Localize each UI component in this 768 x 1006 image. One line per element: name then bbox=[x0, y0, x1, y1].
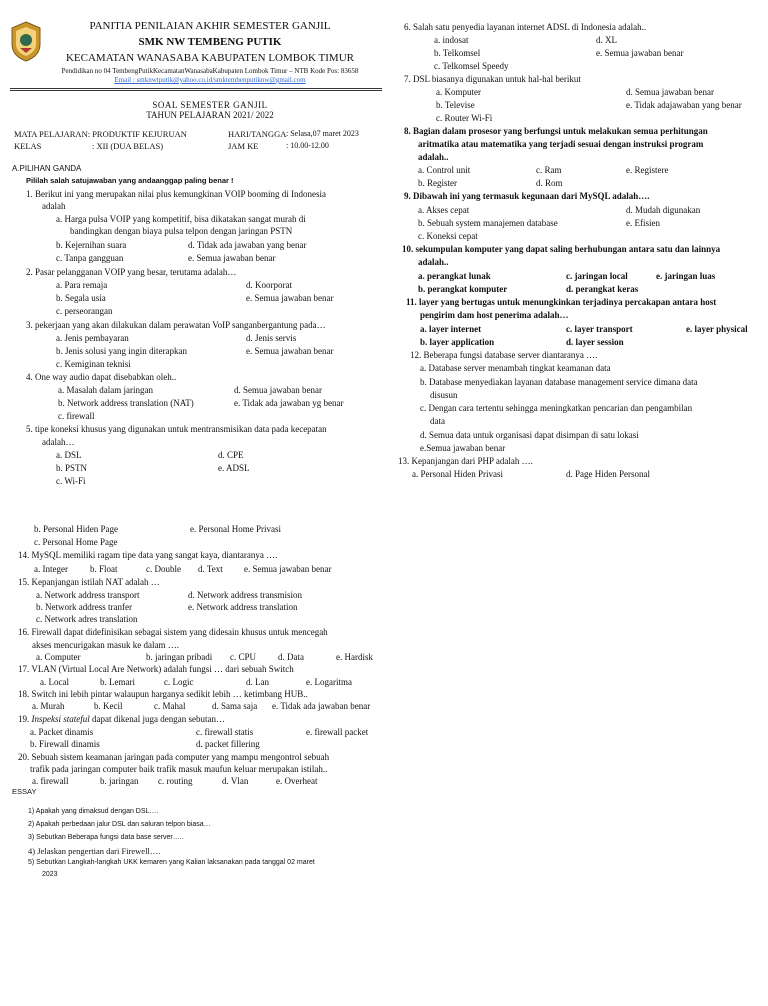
q2-option-e: e. Semua jawaban benar bbox=[246, 293, 334, 303]
essay-item-5-2: 2023 bbox=[42, 871, 58, 878]
q20-text-2: trafik pada jaringan computer baik trafik masuk maufun keluar merupakan istilah.. bbox=[30, 764, 328, 774]
subject-label: MATA PELAJARAN: PRODUKTIF KEJURUAN bbox=[14, 129, 187, 139]
q1-option-a-2: bandingkan dengan biaya pulsa telpon dengan jaringan PSTN bbox=[70, 226, 293, 236]
q7-option-b: b. Televise bbox=[436, 100, 475, 110]
q1-option-d: d. Tidak ada jawaban yang benar bbox=[188, 240, 307, 250]
q14-option-a: a. Integer bbox=[34, 564, 68, 574]
section-a-instruction: Pililah salah satujawaban yang andaanggap paling benar ! bbox=[26, 176, 234, 185]
q12-option-b: b. Database menyediakan layanan database management service dimana data bbox=[420, 377, 698, 387]
q13-option-a: a. Personal Hiden Privasi bbox=[412, 469, 503, 479]
time-label: JAM KE bbox=[228, 141, 259, 151]
q8-option-d: d. Rom bbox=[536, 178, 563, 188]
q4-option-c: c. firewall bbox=[58, 411, 95, 421]
q3-option-a: a. Jenis pembayaran bbox=[56, 333, 129, 343]
q1-option-b: b. Kejernihan suara bbox=[56, 240, 127, 250]
q4-option-b: b. Network address translation (NAT) bbox=[58, 398, 194, 408]
q18-option-d: d. Sama saja bbox=[212, 701, 258, 711]
q18-option-e: e. Tidak ada jawaban benar bbox=[272, 701, 371, 711]
q9-option-a: a. Akses cepat bbox=[418, 205, 470, 215]
q11-option-b: b. layer application bbox=[420, 337, 495, 347]
q9-option-c: c. Koneksi cepat bbox=[418, 231, 478, 241]
q19-option-e: e. firewall packet bbox=[306, 727, 369, 737]
q16-option-d: d. Data bbox=[278, 652, 304, 662]
q9-option-e: e. Efisien bbox=[626, 218, 660, 228]
q13-text: 13. Kepanjangan dari PHP adalah …. bbox=[398, 456, 533, 466]
q10-text: 10. sekumpulan komputer yang dapat saling berhubungan antara satu dan lainnya bbox=[402, 244, 721, 254]
q3-option-d: d. Jenis servis bbox=[246, 333, 297, 343]
q19-option-d: d. packet fillering bbox=[196, 739, 260, 749]
q10-option-b: b. perangkat komputer bbox=[418, 284, 508, 294]
committee-title: PANITIA PENILAIAN AKHIR SEMESTER GANJIL bbox=[89, 20, 331, 32]
q15-option-e: e. Network address translation bbox=[188, 602, 298, 612]
essay-title: ESSAY bbox=[12, 787, 37, 796]
q9-text: 9. Dibawah ini yang termasuk kegunaan dari MySQL adalah…. bbox=[404, 191, 650, 201]
q19-option-c: c. firewall statis bbox=[196, 727, 254, 737]
q17-option-e: e. Logaritma bbox=[306, 677, 352, 687]
q5-text-2: adalah… bbox=[42, 437, 75, 447]
q7-option-e: e. Tidak adajawaban yang benar bbox=[626, 100, 742, 110]
q17-option-c: c. Logic bbox=[164, 677, 194, 687]
q3-option-b: b. Jenis solusi yang ingin diterapkan bbox=[56, 346, 187, 356]
q20-text: 20. Sebuah sistem keamanan jaringan pada computer yang mampu mengontrol sebuah bbox=[18, 752, 330, 762]
q10-option-e: e. jaringan luas bbox=[656, 271, 716, 281]
q17-option-d: d. Lan bbox=[246, 677, 269, 687]
q14-option-c: c. Double bbox=[146, 564, 181, 574]
q14-option-e: e. Semua jawaban benar bbox=[244, 564, 332, 574]
q8-option-c: c. Ram bbox=[536, 165, 562, 175]
q4-option-e: e. Tidak ada jawaban yg benar bbox=[234, 398, 344, 408]
q10-option-d: d. perangkat keras bbox=[566, 284, 639, 294]
q6-option-d: d. XL bbox=[596, 35, 617, 45]
q11-text-2: pengirim dam host penerima adalah… bbox=[420, 310, 569, 320]
q5-option-a: a. DSL bbox=[56, 450, 82, 460]
essay-item-4: 4) Jelaskan pengertian dari Firewell…. bbox=[28, 846, 161, 856]
q18-option-b: b. Kecil bbox=[94, 701, 123, 711]
q7-option-d: d. Semua jawaban benar bbox=[626, 87, 714, 97]
q18-text: 18. Switch ini lebih pintar walaupun harganya sedikit lebih … ketimbang HUB.. bbox=[18, 689, 308, 699]
q7-text: 7. DSL biasanya digunakan untuk hal-hal berikut bbox=[404, 74, 581, 84]
q2-option-a: a. Para remaja bbox=[56, 280, 108, 290]
q2-text: 2. Pasar pelangganan VOIP yang besar, terutama adalah… bbox=[26, 267, 237, 277]
q19-text bbox=[18, 714, 225, 725]
q6-option-e: e. Semua jawaban benar bbox=[596, 48, 684, 58]
q19-rest: dapat dikenal juga dengan sebutan… bbox=[92, 714, 225, 724]
q19-italic-term: Inspeksi stateful bbox=[31, 714, 90, 724]
q20-option-e: e. Overheat bbox=[276, 776, 318, 786]
q8-text-3: adalah.. bbox=[418, 152, 449, 162]
q15-option-d: d. Network address transmision bbox=[188, 590, 302, 600]
q3-option-e: e. Semua jawaban benar bbox=[246, 346, 334, 356]
q20-option-b: b. jaringan bbox=[100, 776, 139, 786]
q5-option-e: e. ADSL bbox=[218, 463, 250, 473]
q19-option-a: a. Packet dinamis bbox=[30, 727, 94, 737]
header-divider bbox=[10, 88, 382, 89]
q15-option-a: a. Network address transport bbox=[36, 590, 140, 600]
q18-option-c: c. Mahal bbox=[154, 701, 186, 711]
q7-option-a: a. Komputer bbox=[436, 87, 481, 97]
q5-text: 5. tipe koneksi khusus yang digunakan untuk mentransmisikan data pada kecepatan bbox=[26, 424, 327, 434]
q1-text-2: adalah bbox=[42, 201, 66, 211]
q17-option-b: b. Lemari bbox=[100, 677, 135, 687]
q15-text: 15. Kepanjangan istilah NAT adalah … bbox=[18, 577, 160, 587]
q6-option-a: a. indosat bbox=[434, 35, 469, 45]
exam-title: SOAL SEMESTER GANJIL bbox=[152, 100, 268, 110]
essay-item-5: 5) Sebutkan Langkah-langkah UKK kemaren yang Kalian laksanakan pada tanggal 02 maret bbox=[28, 859, 315, 866]
q10-option-c: c. jaringan local bbox=[566, 271, 628, 281]
q3-text: 3. pekerjaan yang akan dilakukan dalam perawatan VoIP sanganbergantung pada… bbox=[26, 320, 326, 330]
district-name: KECAMATAN WANASABA KABUPATEN LOMBOK TIMUR bbox=[65, 52, 354, 64]
q16-option-a: a. Computer bbox=[36, 652, 81, 662]
q5-option-d: d. CPE bbox=[218, 450, 244, 460]
q1-text: 1. Berikut ini yang merupakan nilai plus kemungkinan VOIP booming di Indonesia bbox=[26, 189, 326, 199]
q12-option-d: d. Semua data untuk organisasi dapat disimpan di satu lokasi bbox=[420, 430, 639, 440]
q12-option-b-2: disusun bbox=[430, 390, 458, 400]
school-address: Pendidikan no 04 TembengPutikKecamatanWanasabaKabupaten Lombok Timur – NTB Kode Pos: 83658 bbox=[61, 67, 359, 75]
q12-text: 12. Beberapa fungsi database server diantaranya …. bbox=[410, 350, 598, 360]
q8-text-2: aritmatika atau matematika yang terjadi sesuai dengan instruksi program bbox=[418, 139, 704, 149]
class-value: : XII (DUA BELAS) bbox=[92, 141, 164, 151]
essay-item-3: 3) Sebutkan Beberapa fungsi data base server….. bbox=[28, 834, 184, 841]
q2-option-d: d. Koorporat bbox=[246, 280, 292, 290]
q14-option-d: d. Text bbox=[198, 564, 223, 574]
q8-option-a: a. Control unit bbox=[418, 165, 471, 175]
q16-option-e: e. Hardisk bbox=[336, 652, 373, 662]
q7-option-c: c. Router Wi-Fi bbox=[436, 113, 493, 123]
q20-option-c: c. routing bbox=[158, 776, 193, 786]
q12-option-c-2: data bbox=[430, 416, 445, 426]
q1-option-c: c. Tanpa gangguan bbox=[56, 253, 124, 263]
q13-option-c: c. Personal Home Page bbox=[34, 537, 118, 547]
q9-option-d: d. Mudah digunakan bbox=[626, 205, 701, 215]
q11-option-c: c. layer transport bbox=[566, 324, 633, 334]
q8-option-b: b. Register bbox=[418, 178, 457, 188]
q1-option-a: a. Harga pulsa VOIP yang kompetitif, bisa dikatakan sangat murah di bbox=[56, 214, 306, 224]
header-divider-2 bbox=[10, 90, 382, 91]
q17-option-a: a. Local bbox=[40, 677, 69, 687]
q11-option-e: e. layer physical bbox=[686, 324, 748, 334]
q20-option-d: d. Vlan bbox=[222, 776, 249, 786]
date-label: HARI/TANGGA bbox=[228, 129, 287, 139]
q12-option-e: e.Semua jawaban benar bbox=[420, 443, 506, 453]
q17-text: 17. VLAN (Virtual Local Are Network) adalah fungsi … dari sebuah Switch bbox=[18, 664, 294, 674]
q5-option-b: b. PSTN bbox=[56, 463, 88, 473]
q15-option-c: c. Network adres translation bbox=[36, 614, 138, 624]
q4-text: 4. One way audio dapat disebabkan oleh.. bbox=[26, 372, 177, 382]
q8-option-e: e. Registere bbox=[626, 165, 669, 175]
school-logo-icon bbox=[10, 20, 42, 62]
time-value: : 10.00-12.00 bbox=[286, 141, 329, 150]
q13-option-b: b. Personal Hiden Page bbox=[34, 524, 118, 534]
q16-option-c: c. CPU bbox=[230, 652, 257, 662]
q12-option-a: a. Database server menambah tingkat keamanan data bbox=[420, 363, 611, 373]
q11-text: 11. layer yang bertugas untuk menungkinkan terjadinya percakapan antara host bbox=[406, 297, 717, 307]
q2-option-b: b. Segala usia bbox=[56, 293, 106, 303]
school-name: SMK NW TEMBENG PUTIK bbox=[138, 36, 282, 48]
q14-text: 14. MySQL memiliki ragam tipe data yang sangat kaya, diantaranya …. bbox=[18, 550, 278, 560]
section-a-title: A.PILIHAN GANDA bbox=[12, 164, 82, 173]
q19-option-b: b. Firewall dinamis bbox=[30, 739, 100, 749]
q13-option-d: d. Page Hiden Personal bbox=[566, 469, 650, 479]
q19-number: 19. bbox=[18, 714, 30, 724]
q11-option-a: a. layer internet bbox=[420, 324, 482, 334]
q20-option-a: a. firewall bbox=[32, 776, 69, 786]
essay-item-2: 2) Apakah perbedaan jalur DSL dan saluran telpon biasa… bbox=[28, 821, 211, 828]
q14-option-b: b. Float bbox=[90, 564, 118, 574]
q9-option-b: b. Sebuah system manajemen database bbox=[418, 218, 558, 228]
q3-option-c: c. Kemiginan teknisi bbox=[56, 359, 131, 369]
q11-option-d: d. layer session bbox=[566, 337, 624, 347]
date-value: : Selasa,07 maret 2023 bbox=[286, 129, 359, 138]
school-email-link[interactable]: Email : smknwtputik@yahoo.co.id/smktembenputiknw@gmail.com bbox=[114, 76, 306, 84]
q12-option-c: c. Dengan cara tertentu sehingga meningkatkan pencarian dan pengambilan bbox=[420, 403, 693, 413]
q18-option-a: a. Murah bbox=[32, 701, 65, 711]
q4-option-a: a. Masalah dalam jaringan bbox=[58, 385, 153, 395]
q1-option-e: e. Semua jawaban benar bbox=[188, 253, 276, 263]
q2-option-c: c. perseorangan bbox=[56, 306, 113, 316]
q10-option-a: a. perangkat lunak bbox=[418, 271, 491, 281]
q10-text-2: adalah.. bbox=[418, 257, 449, 267]
q16-option-b: b. jaringan pribadi bbox=[146, 652, 213, 662]
q13-option-e: e. Personal Home Privasi bbox=[190, 524, 281, 534]
q6-text: 6. Salah satu penyedia layanan internet ADSL di Indonesia adalah.. bbox=[404, 22, 647, 32]
q6-option-c: c. Telkomsel Speedy bbox=[434, 61, 509, 71]
q4-option-d: d. Semua jawaban benar bbox=[234, 385, 322, 395]
q6-option-b: b. Telkomsel bbox=[434, 48, 481, 58]
class-label: KELAS bbox=[14, 141, 42, 151]
q15-option-b: b. Network address tranfer bbox=[36, 602, 132, 612]
q5-option-c: c. Wi-Fi bbox=[56, 476, 86, 486]
q8-text: 8. Bagian dalam prosesor yang berfungsi untuk melakukan semua perhitungan bbox=[404, 126, 708, 136]
q16-text-2: akses mencurigakan masuk ke dalam …. bbox=[32, 640, 179, 650]
essay-item-1: 1) Apakah yang dimaksud dengan DSL…. bbox=[28, 808, 159, 815]
exam-year: TAHUN PELAJARAN 2021/ 2022 bbox=[146, 110, 274, 120]
q16-text: 16. Firewall dapat didefinisikan sebagai sistem yang didesain khusus untuk mencegah bbox=[18, 627, 328, 637]
